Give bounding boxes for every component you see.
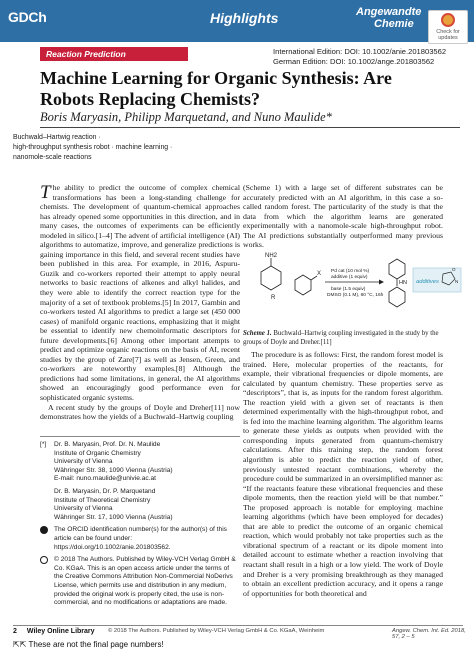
footer-citation: Angew. Chem. Int. Ed. 2018, 57, 2 – 5 [392, 628, 466, 640]
affiliation-line: Dr. B. Maryasin, Dr. P. Marquetand [54, 487, 156, 495]
open-access-icon [40, 556, 54, 608]
license-note [40, 556, 240, 608]
orcid-note [40, 526, 240, 552]
drop-cap: T [40, 182, 51, 203]
keyword-line: nanomole-scale reactions [13, 154, 92, 161]
conditions-top-2: additive (1 equiv) [331, 275, 368, 280]
keywords [13, 133, 172, 163]
hn-label: HN [399, 280, 407, 286]
journal-logo-line1: Angewandte [356, 6, 422, 18]
affiliation-line: University of Vienna [54, 505, 113, 513]
conditions-top-1: Pd cat (10 mol %) [331, 269, 370, 274]
corner-arrows-icon: ⇱⇱ [13, 640, 29, 649]
wiley-online-library[interactable]: Wiley Online Library [26, 628, 95, 635]
check-for-updates-badge[interactable] [428, 10, 468, 44]
article-title: Machine Learning for Organic Synthesis: Are Robots Replacing Chemists? [40, 68, 392, 109]
footer-divider [13, 625, 463, 626]
intro-paragraph [40, 183, 240, 403]
license-text: © 2018 The Authors. Published by Wiley-VCH Verlag GmbH & Co. KGaA. This is an open access article under the terms of the Creative Commons Attribution Non-Commercial NoDerivs License, which permits use and distribution in any medium, provided the original work is properly cited, the use is non-commercial, and no modifications or adaptations are made. [54, 556, 236, 607]
not-final-notice [13, 640, 164, 649]
journal-header-bar [0, 0, 474, 42]
isoxazole-o-label: O [452, 267, 456, 272]
paragraph: A recent study by the groups of Doyle and Dreher[11] now demonstrates how the yields of a Buchwald–Hartwig coupling [40, 402, 240, 422]
email-line[interactable]: E-mail: nuno.maulide@univie.ac.at [54, 475, 156, 483]
orcid-icon [40, 526, 54, 552]
affiliation-line: Währinger Str. 38, 1090 Vienna (Austria) [54, 466, 173, 474]
footnote-marker: [*] [40, 441, 47, 448]
journal-logo-line2: Chemie [374, 18, 414, 30]
updates-label: Check for updates [436, 29, 460, 41]
scheme-1-caption [243, 330, 443, 347]
title-divider [40, 127, 460, 128]
affiliation-line: Institute of Organic Chemistry [54, 449, 141, 457]
angewandte-logo [356, 6, 421, 30]
doi-block [273, 47, 446, 67]
isoxazole-n-label: N [455, 279, 459, 284]
category-tag: Reaction Prediction [40, 47, 188, 61]
body-column-right-top [243, 183, 443, 250]
aniline-structure [261, 258, 281, 290]
orcid-text[interactable]: The ORCID identification number(s) for the author(s) of this article can be found under: https://doi.org/10.1002/anie.201803562. [54, 526, 227, 551]
r-label: R [271, 295, 276, 301]
additives-label: additives [416, 279, 439, 285]
page-number: 2 [13, 628, 17, 635]
body-column-left [40, 183, 240, 422]
intro-text: he ability to predict the outcome of complex chemical transformations has been a long-standing challenge for chemists. The development of quantum-chemical approaches has already opened some opportunities in this direction, and in many cases, the outcomes of experiments can be efficiently modeled in silico.[1–4] The advent of artificial intelligence (AI) algorithms to automatize, improve, and generalize predictions is gaining importance in this field, and several recent studies have been published in this area. For example, in 2016, Aspuru-Guzik and co-workers reported their attempt to apply neural networks to basic reactions of alkenes and alkyl halides, and they were able to identify the correct reaction type for the majority of a set of textbook problems.[5] In 2017, Gambin and co-workers tested AI algorithms to predict a large set (450 000 cases) of manifold organic reactions, emphasizing that it might be essential to identify new chemoinformatic descriptors for future developments.[6] Among other important attempts to predict and optimize organic reactions on the basis of AI, recent studies by the group of Zare[7] as well as Jensen, Green, and co-workers are noteworthy examples.[8] Although the predictions had some limitations, in general, the AI algorithms showed an encouragingly good performance even for sophisticated organic systems. [40, 183, 240, 403]
section-label: Highlights [210, 10, 279, 26]
footer-copyright: © 2018 The Authors. Published by Wiley-VCH Verlag GmbH & Co. KGaA, Weinheim [108, 628, 325, 634]
not-final-text: These are not the final page numbers! [28, 640, 164, 649]
author-footnotes [40, 436, 240, 608]
doi-german[interactable]: German Edition: DOI: 10.1002/ange.201803562 [273, 57, 435, 66]
keyword-line: Buchwald–Hartwig reaction · [13, 134, 101, 141]
affiliation-line: Dr. B. Maryasin, Prof. Dr. N. Maulide [54, 441, 161, 448]
gdch-logo: GDCh [8, 9, 47, 25]
x-label: X [317, 271, 322, 277]
body-column-right-bottom [243, 350, 443, 598]
paragraph: The procedure is as follows: First, the random forest model is trained. Here, molecular properties of the reactants, for example, their vibrational frequencies or dipole moments, are calculated by quantum chemistry. These properties serve as “descriptors”, that is, as inputs for the random forest algorithm. The reaction yield with a given set of reactants is then determined experimentally with the high-throughput robot, and is fed into the machine learning algorithm. The algorithm learns to generate these yields as outputs when provided with the corresponding inputs generated from quantum-chemistry calculations. After this training step, the random forest algorithm is able to predict the reaction yield of other, previously untested reactant combinations, whereby the procedure could be summarized in an oversimplified manner as: “If the reactants feature these vibrational frequencies and these dipole moments, then the reaction yield will be that number.” The proposed approach is notable for employing machine learning algorithms (which have been employed for decades) that are able to predict the outcome of an organic chemical reaction, which would probably not take properties such as the vibrational spectrum of a reactant or its dipole moment into detailed account to estimate whether a reaction involving that reactant shall result in a high or a low yield. The work of Doyle and Dreher is a very promising breakthrough as they managed to obtain an excellent prediction accuracy, and it opens a range of opportunities for both theoretical and [243, 350, 443, 598]
updates-icon [441, 13, 455, 27]
nh2-label: NH2 [265, 253, 278, 259]
affiliation-line: Institute of Theoretical Chemistry [54, 496, 151, 504]
paragraph: (Scheme 1) with a large set of different substrates can be accurately predicted with an AI algorithm, in this case a so-called random forest. The particularity of the study is that the data from which the algorithm learns are generated experimentally with a nanomole-scale high-throughput robot. The AI predictions substantially outperformed many previous works. [243, 183, 443, 250]
caption-text: Buchwald–Hartwig coupling investigated in the study by the groups of Doyle and Dreher.[11] [243, 330, 439, 346]
arrow-head [379, 280, 384, 285]
article-authors: Boris Maryasin, Philipp Marquetand, and Nuno Maulide* [40, 110, 332, 124]
keyword-line: high-throughput synthesis robot · machine learning · [13, 144, 173, 151]
conditions-bottom-1: base (1.5 equiv) [331, 287, 366, 292]
conditions-bottom-2: DMSO (0.1 M), 60 °C, 16h [327, 293, 384, 298]
affiliation-line: Währinger Str. 17, 1090 Vienna (Austria) [54, 513, 173, 521]
caption-label: Scheme 1. [243, 330, 272, 337]
doi-international[interactable]: International Edition: DOI: 10.1002/anie.201803562 [273, 47, 447, 56]
affiliation-line: University of Vienna [54, 458, 113, 466]
footer-left [13, 628, 105, 635]
affiliation-block [40, 441, 240, 522]
aryl-halide-structure [295, 275, 317, 295]
scheme-1-figure [241, 250, 463, 322]
